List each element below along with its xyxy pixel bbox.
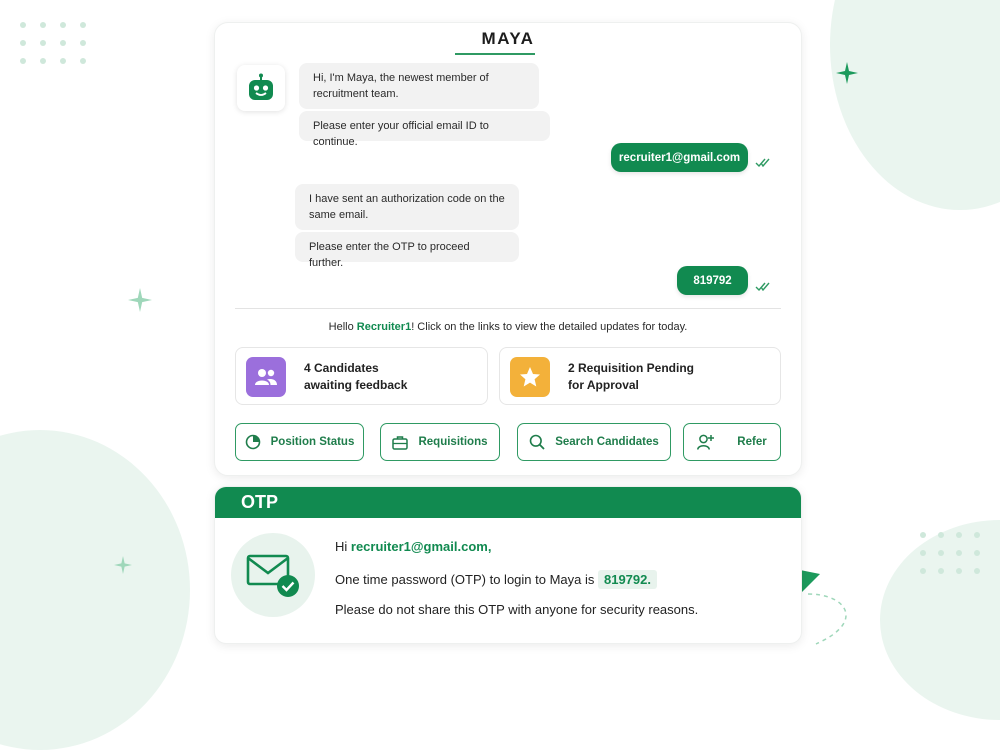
search-candidates-button[interactable] <box>517 423 671 461</box>
otp-greeting <box>335 539 491 554</box>
greeting-prefix: Hi <box>335 539 351 554</box>
user-message: 819792 <box>677 266 748 295</box>
otp-warning: Please do not share this OTP with anyone for security reasons. <box>335 602 699 617</box>
sparkle-icon <box>128 288 152 312</box>
dot-grid <box>20 22 86 64</box>
dot-grid <box>920 532 980 574</box>
bot-message: Please enter your official email ID to continue. <box>299 111 550 141</box>
stat-label: 2 Requisition Pending for Approval <box>568 361 695 392</box>
title-underline <box>455 53 535 55</box>
refer-button[interactable] <box>683 423 781 461</box>
otp-code: 819792. <box>598 570 657 589</box>
stat-icon-box <box>510 357 550 397</box>
otp-email-panel <box>214 486 802 644</box>
greeting-prefix: Hello <box>328 321 357 333</box>
background-blob <box>0 430 190 750</box>
chat-title: MAYA <box>481 29 535 48</box>
background-blob <box>830 0 1000 210</box>
search-icon <box>529 434 545 450</box>
mail-check-icon <box>244 550 302 600</box>
requisitions-button[interactable] <box>380 423 500 461</box>
users-icon <box>254 368 278 386</box>
pie-chart-icon <box>245 434 261 450</box>
greeting-line <box>215 321 801 333</box>
bot-avatar <box>237 65 285 111</box>
stat-icon-box <box>246 357 286 397</box>
requisition-pending-card[interactable] <box>499 347 781 405</box>
button-label: Search Candidates <box>555 436 659 448</box>
divider <box>235 308 781 309</box>
recipient-email: recruiter1@gmail.com, <box>350 539 492 554</box>
double-check-icon <box>755 281 771 291</box>
robot-icon <box>246 73 276 103</box>
bot-message: Please enter the OTP to proceed further. <box>295 232 519 262</box>
stat-label: 4 Candidates awaiting feedback <box>304 361 408 392</box>
button-label: Refer <box>737 436 767 448</box>
mail-badge <box>231 533 315 617</box>
add-user-icon <box>697 434 715 450</box>
otp-header: OTP <box>215 487 801 518</box>
username: Recruiter1 <box>356 321 412 333</box>
bot-message: I have sent an authorization code on the same email. <box>295 184 519 230</box>
briefcase-icon <box>392 435 408 450</box>
star-icon <box>519 366 541 388</box>
candidates-feedback-card[interactable] <box>235 347 488 405</box>
otp-message <box>335 570 657 589</box>
sparkle-icon <box>836 62 858 84</box>
greeting-suffix: ! Click on the links to view the detailed updates for today. <box>411 321 688 333</box>
user-message: recruiter1@gmail.com <box>611 143 748 172</box>
button-label: Requisitions <box>418 436 488 448</box>
double-check-icon <box>755 157 771 167</box>
position-status-button[interactable] <box>235 423 364 461</box>
otp-message-text: One time password (OTP) to login to Maya is <box>335 572 598 587</box>
bot-message: Hi, I'm Maya, the newest member of recruitment team. <box>299 63 539 109</box>
chat-panel <box>214 22 802 476</box>
sparkle-icon <box>114 556 132 574</box>
button-label: Position Status <box>270 436 355 448</box>
